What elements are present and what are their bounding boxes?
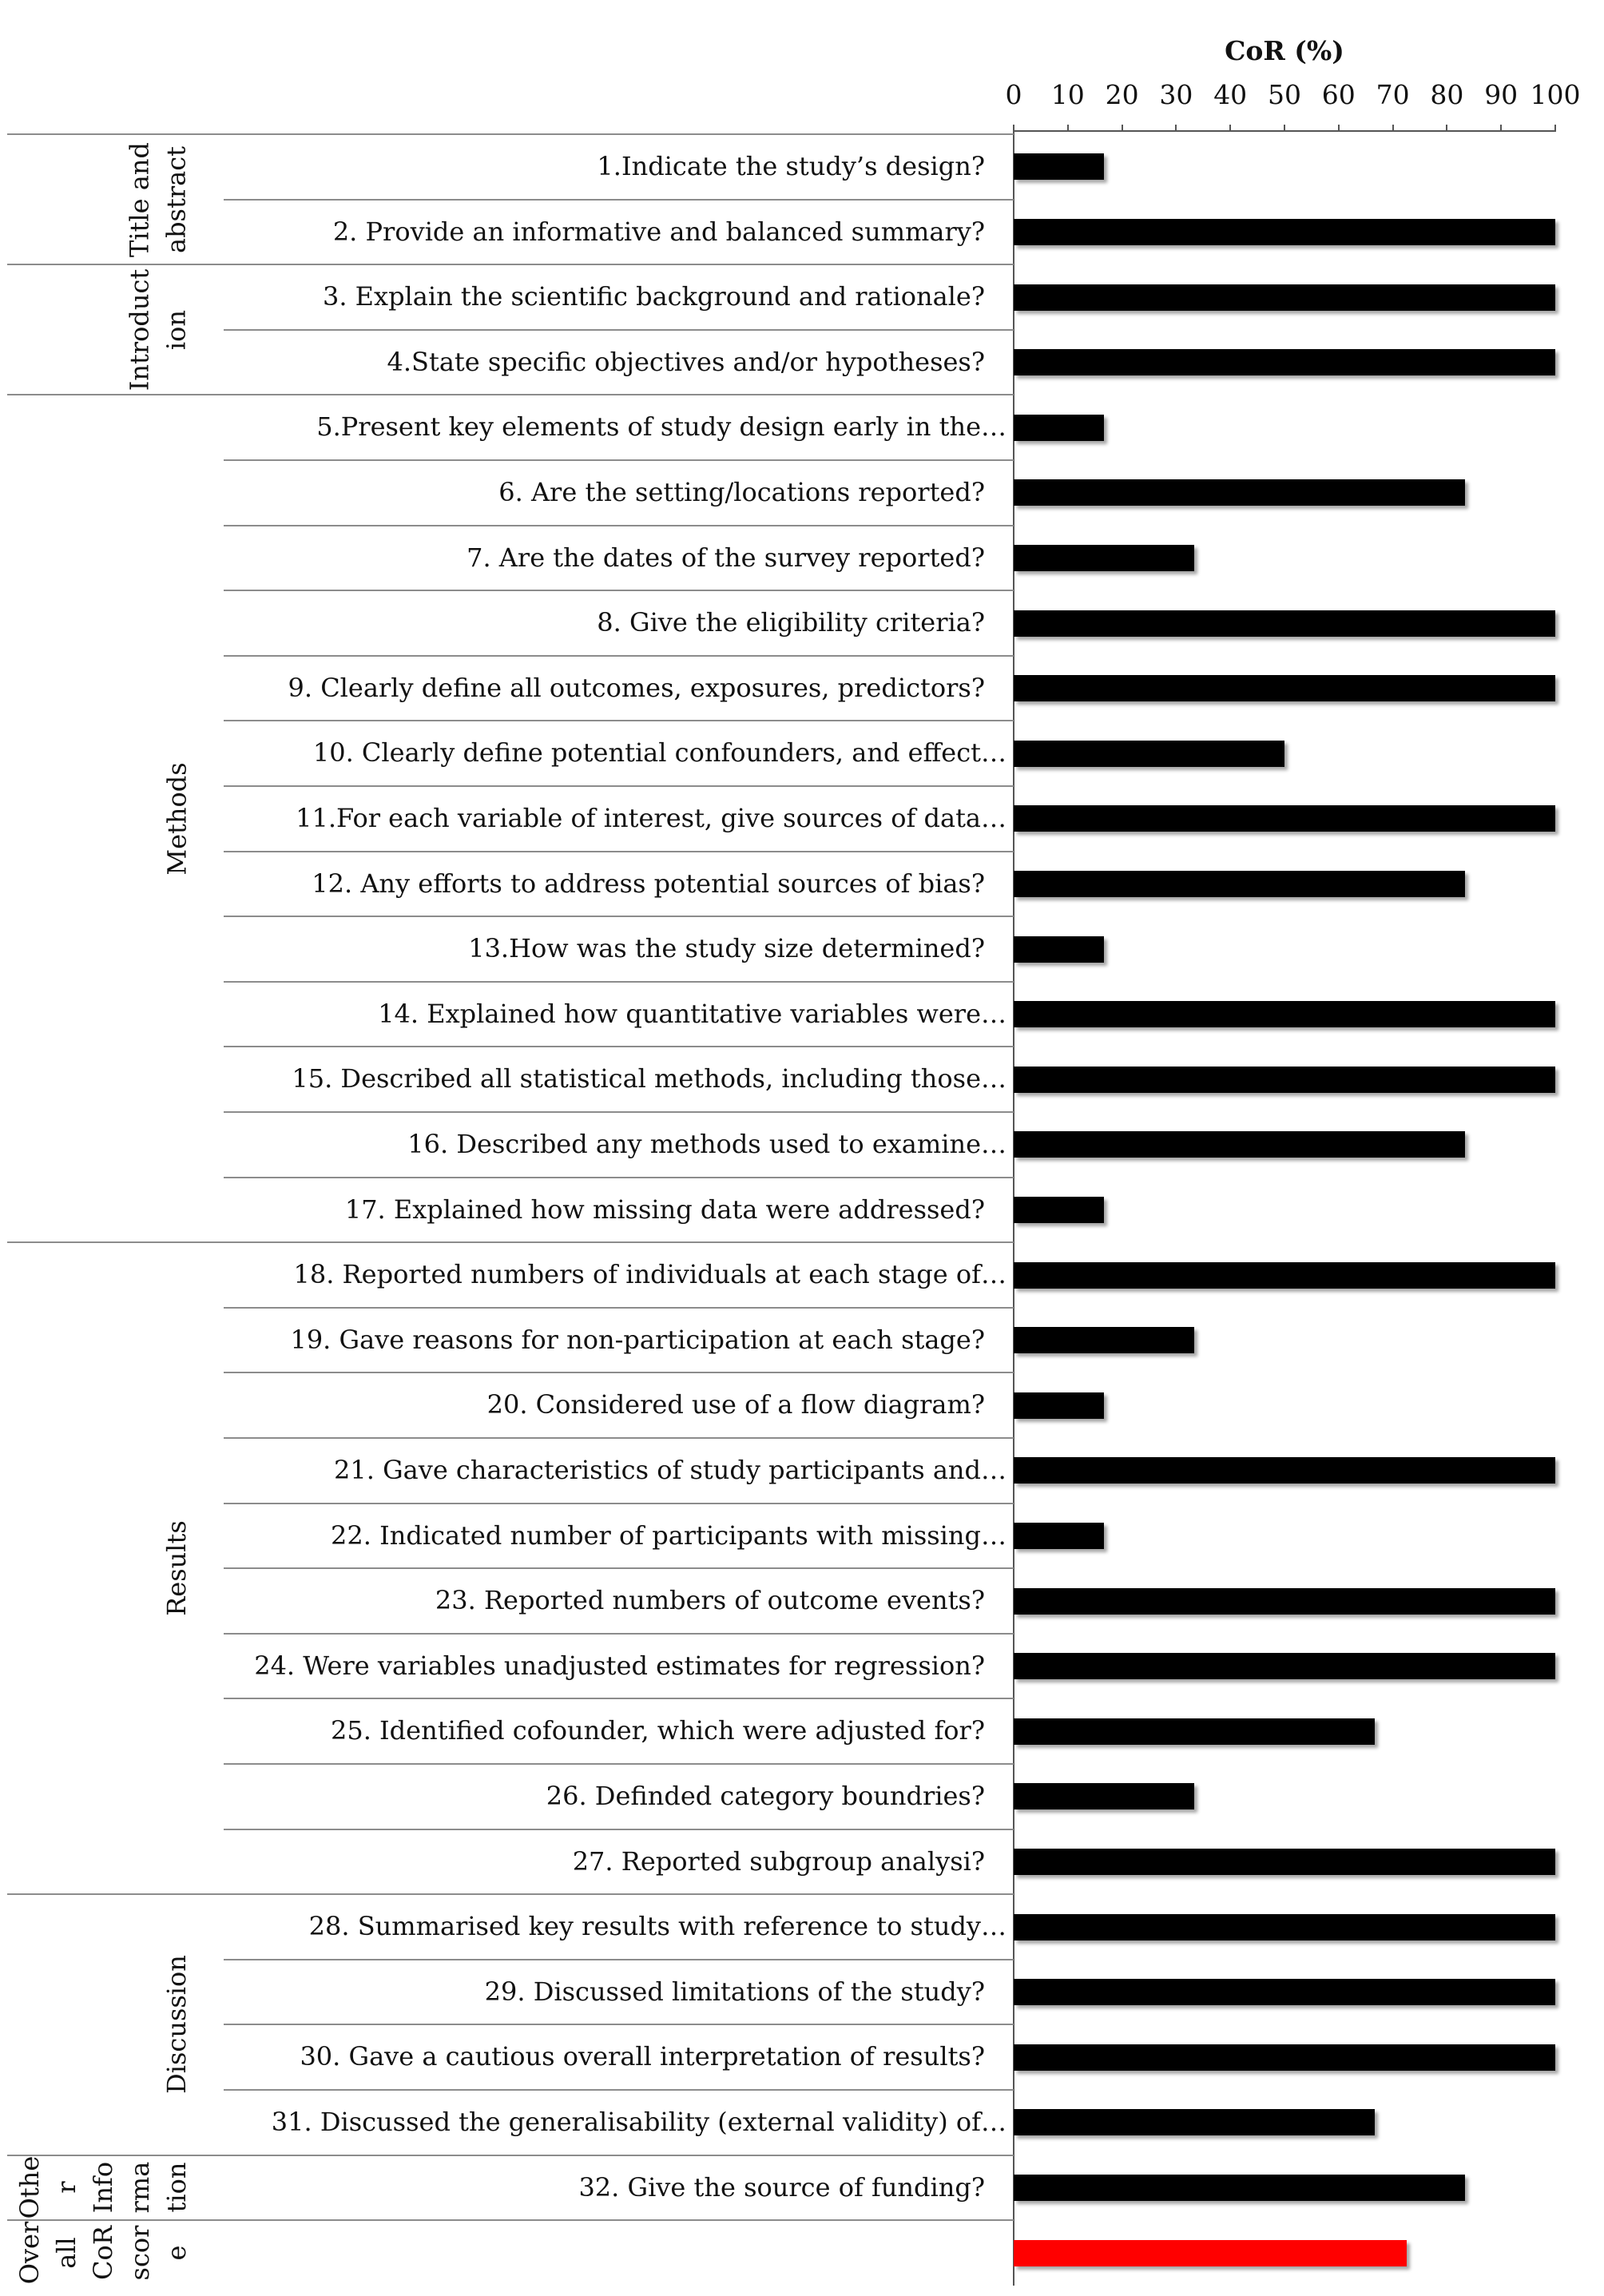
category-label-line: Results [161, 1520, 192, 1616]
x-tick-label: 80 [1430, 79, 1464, 110]
row-label-item-15: 15. Described all statistical methods, including those… [292, 1063, 1006, 1094]
bar-item-25 [1014, 1718, 1375, 1745]
bar-item-9 [1014, 675, 1555, 701]
bar-item-2 [1014, 219, 1555, 245]
category-label-line: Othe [14, 2156, 45, 2219]
row-label-item-22: 22. Indicated number of participants with missing… [331, 1519, 1006, 1551]
category-label-line: CoR [87, 2226, 118, 2280]
row-label-item-25: 25. Identified cofounder, which were adjusted for? [330, 1715, 985, 1746]
category-label-line: scor [124, 2225, 155, 2281]
bar-item-12 [1014, 871, 1465, 897]
row-label-item-26: 26. Definded category boundries? [546, 1781, 985, 1811]
row-label-item-18: 18. Reported numbers of individuals at each stage of… [293, 1259, 1006, 1290]
x-tick-label: 70 [1376, 79, 1410, 110]
row-label-item-23: 23. Reported numbers of outcome events? [435, 1585, 985, 1616]
bar-item-14 [1014, 1001, 1555, 1027]
x-tick-label: 0 [1005, 79, 1022, 110]
row-label-item-17: 17. Explained how missing data were addressed? [344, 1194, 985, 1225]
x-tick-label: 40 [1213, 79, 1248, 110]
bar-item-10 [1014, 741, 1284, 767]
row-label-item-20: 20. Considered use of a flow diagram? [486, 1389, 985, 1420]
bar-item-4 [1014, 349, 1555, 375]
bar-item-8 [1014, 610, 1555, 637]
x-tick-label: 10 [1050, 79, 1085, 110]
bar-item-15 [1014, 1067, 1555, 1093]
bar-item-19 [1014, 1327, 1194, 1353]
row-label-item-4: 4.State specific objectives and/or hypotheses? [387, 346, 985, 377]
row-label-item-12: 12. Any efforts to address potential sources of bias? [312, 868, 985, 899]
category-label [158, 1894, 195, 2155]
row-label-item-32: 32. Give the source of funding? [578, 2171, 985, 2203]
bar-item-13 [1014, 936, 1104, 963]
category-label [158, 1242, 195, 1894]
row-label-item-16: 16. Described any methods used to examine… [407, 1129, 1006, 1159]
row-label-item-8: 8. Give the eligibility criteria? [597, 607, 985, 638]
row-label-item-3: 3. Explain the scientific background and rationale? [322, 281, 985, 312]
bar-item-1 [1014, 153, 1104, 180]
x-tick-label: 90 [1484, 79, 1519, 110]
category-label-line: Methods [161, 762, 193, 876]
row-label-item-27: 27. Reported subgroup analysi? [572, 1845, 985, 1877]
row-label-item-5: 5.Present key elements of study design early in the… [316, 411, 1006, 443]
bar-item-29 [1014, 1979, 1555, 2005]
category-label-line: all [50, 2237, 81, 2269]
category-label [158, 395, 195, 1242]
category-label [11, 2220, 195, 2286]
category-label-line: abstract [161, 145, 192, 253]
x-axis-line [1014, 130, 1556, 132]
category-label-line: ion [161, 309, 192, 350]
category-label-line: Over [14, 2221, 45, 2285]
row-label-item-2: 2. Provide an informative and balanced summary? [332, 216, 985, 247]
bar-item-23 [1014, 1588, 1555, 1615]
row-label-item-9: 9. Clearly define all outcomes, exposures, predictors? [288, 672, 985, 703]
axis-title: CoR (%) [1225, 35, 1344, 66]
bar-item-5 [1014, 415, 1104, 441]
row-label-item-28: 28. Summarised key results with reference to study… [308, 1911, 1006, 1942]
category-label-line: Introduct [124, 268, 155, 391]
row-label-item-6: 6. Are the setting/locations reported? [498, 477, 985, 507]
category-label [121, 134, 195, 264]
row-label-item-7: 7. Are the dates of the survey reported? [467, 542, 985, 573]
x-tick-label: 20 [1105, 79, 1139, 110]
bar-item-31 [1014, 2109, 1375, 2135]
bar-item-24 [1014, 1653, 1555, 1679]
bar-item-20 [1014, 1392, 1104, 1419]
row-label-item-19: 19. Gave reasons for non-participation at each stage? [290, 1324, 985, 1355]
bar-item-16 [1014, 1131, 1465, 1158]
row-label-item-24: 24. Were variables unadjusted estimates for regression? [254, 1650, 985, 1681]
bar-item-30 [1014, 2044, 1555, 2071]
category-label-line: rma [124, 2162, 155, 2214]
row-label-item-10: 10. Clearly define potential confounders, and effect… [312, 737, 1006, 769]
bar-item-17 [1014, 1197, 1104, 1223]
bar-item-11 [1014, 805, 1555, 832]
bar-item-22 [1014, 1523, 1104, 1549]
row-label-item-31: 31. Discussed the generalisability (external validity) of… [271, 2107, 1006, 2137]
row-label-item-13: 13.How was the study size determined? [468, 933, 985, 964]
bar-item-26 [1014, 1783, 1194, 1809]
row-label-item-30: 30. Gave a cautious overall interpretation of results? [300, 2041, 985, 2072]
x-tick-label: 100 [1530, 79, 1581, 110]
x-tick-label: 50 [1268, 79, 1301, 110]
row-label-item-14: 14. Explained how quantitative variables were… [378, 998, 1006, 1029]
category-label-line: Title and [124, 141, 155, 257]
category-label [121, 264, 195, 395]
category-label [11, 2155, 195, 2221]
bar-item-28 [1014, 1914, 1555, 1940]
row-label-item-1: 1.Indicate the study’s design? [597, 151, 985, 181]
x-tick-label: 30 [1159, 79, 1193, 110]
bar-item-3 [1014, 284, 1555, 311]
bar-item-18 [1014, 1262, 1555, 1289]
x-tick-label: 60 [1321, 79, 1356, 110]
category-label-line: Info [87, 2162, 118, 2214]
bar-item-7 [1014, 545, 1194, 571]
bar-item-32 [1014, 2175, 1465, 2201]
row-label-item-29: 29. Discussed limitations of the study? [484, 1976, 985, 2007]
bar-item-6 [1014, 479, 1465, 506]
row-label-item-21: 21. Gave characteristics of study participants and… [334, 1455, 1006, 1485]
category-label-line: r [50, 2181, 81, 2195]
category-label-line: Discussion [161, 1955, 192, 2095]
row-label-item-11: 11.For each variable of interest, give sources of data… [296, 803, 1006, 833]
bar-item-27 [1014, 1849, 1555, 1875]
bar-item-21 [1014, 1457, 1555, 1484]
bar-overall-score [1014, 2240, 1407, 2266]
category-label-line: e [161, 2245, 192, 2261]
category-label-line: tion [161, 2162, 192, 2213]
